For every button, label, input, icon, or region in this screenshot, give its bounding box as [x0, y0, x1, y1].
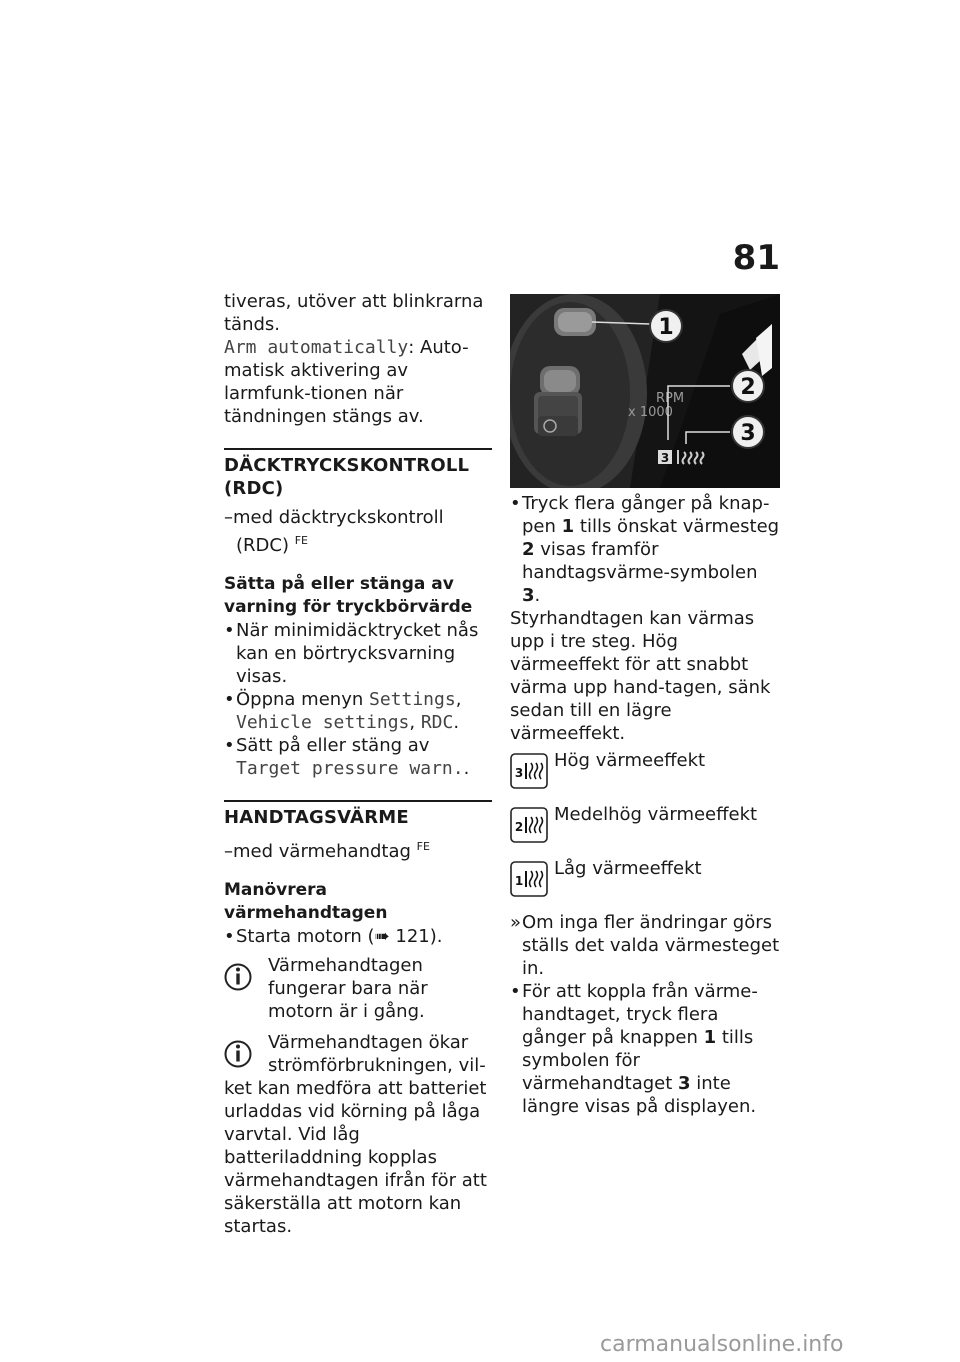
heat-equipment-note: –med värmehandtag $^{FE}$: [224, 840, 430, 862]
rdc-equipment-note: –med däcktryckskontroll (RDC) $^{FE}$: [224, 507, 444, 556]
heat-level-medium-icon: [510, 807, 548, 843]
svg-text:1: 1: [514, 874, 524, 888]
heat-level-medium-label: Medelhög värmeeffekt: [554, 804, 758, 825]
heat-levels-paragraph: Styrhandtagen kan värmas upp i tre steg. Hög värmeeffekt för att snabbt värma upp hand-tagen, sänk sedan till en lägre värmeeffekt.: [510, 608, 771, 744]
heat-level-high: [510, 749, 780, 799]
section-divider: [224, 448, 492, 450]
settings-code: Settings: [368, 689, 456, 710]
callout-2: 2: [740, 375, 756, 400]
rdc-bullet-2: • Öppna menyn Settings, Vehicle settings, RDC.: [224, 688, 492, 734]
rpm-multiplier: x 1000: [628, 405, 673, 420]
rdc-heading: DÄCKTRYCKSKONTROLL (RDC): [224, 455, 470, 499]
intro-text: tiveras, utöver att blinkrarna tänds.: [224, 291, 484, 335]
arm-automatically-code: Arm automatically: [224, 337, 409, 358]
handlebar-switch-figure: [510, 294, 780, 488]
heat-level-low-icon: [510, 861, 548, 897]
fe-mark: FE: [294, 534, 308, 547]
heat-level-high-icon: [510, 753, 548, 789]
display-level-number: 3: [660, 451, 670, 465]
left-column: [224, 290, 492, 1238]
switch-off-bullet: • För att koppla från värme-handtaget, tryck flera gånger på knappen 1 tills symbolen för värmehandtaget 3 inte längre visas på displayen.: [510, 980, 780, 1118]
info-icon: [224, 1037, 252, 1071]
info-note-1: Värmehandtagen fungerar bara när motorn är i gång.: [224, 954, 492, 1023]
target-pressure-code: Target pressure warn.: [236, 758, 464, 779]
fe-mark: FE: [416, 840, 430, 853]
watermark: carmanualsonline.info: [600, 1332, 844, 1357]
heat-level-high-label: Hög värmeeffekt: [554, 750, 706, 771]
heat-step-bullet: • Tryck flera gånger på knap-pen 1 tills önskat värmesteg 2 visas framför handtagsvärme-symbolen 3.: [510, 492, 780, 607]
rdc-code: RDC: [420, 712, 454, 733]
callout-1: 1: [658, 315, 674, 340]
svg-text:3: 3: [514, 766, 524, 780]
section-divider: [224, 800, 492, 802]
heat-bullet-1: • Starta motorn (➠ 121).: [224, 925, 492, 948]
arm-automatically-text: Arm automatically: Auto- matisk aktivering av larmfunk-tionen när tändningen stängs av.: [224, 337, 469, 427]
heat-heading: HANDTAGSVÄRME: [224, 807, 409, 828]
heat-level-low-label: Låg värmeeffekt: [554, 858, 702, 879]
info-icon: [224, 960, 252, 994]
rdc-subheading: Sätta på eller stänga av varning för tryckbörvärde: [224, 574, 473, 617]
page-number: 81: [732, 238, 780, 278]
rdc-bullet-1: • När minimidäcktrycket nås kan en börtrycksvarning visas.: [224, 619, 492, 688]
info-note-2: Värmehandtagen ökar strömförbrukningen, vil- ket kan medföra att batteriet urladdas vid körning på låga varvtal. Vid låg batteriladdning kopplas värmehandtagen ifrån för att säkerställa att motorn kan startas.: [224, 1032, 487, 1237]
page-ref-arrow-icon: ➠: [374, 926, 390, 947]
rpm-label: RPM: [656, 391, 685, 406]
heat-level-medium: [510, 803, 780, 853]
heat-subheading: Manövrera värmehandtagen: [224, 880, 388, 923]
rdc-bullet-3: • Sätt på eller stäng av Target pressure warn..: [224, 734, 492, 780]
svg-text:2: 2: [514, 820, 524, 834]
callout-3: 3: [740, 421, 756, 446]
vehicle-settings-code: Vehicle settings: [236, 712, 410, 733]
heat-level-low: [510, 857, 780, 907]
right-column: [510, 294, 780, 1118]
handlebar-photo: [510, 294, 780, 488]
result-arrow-item: » Om inga fler ändringar görs ställs det valda värmesteget in.: [510, 911, 780, 980]
